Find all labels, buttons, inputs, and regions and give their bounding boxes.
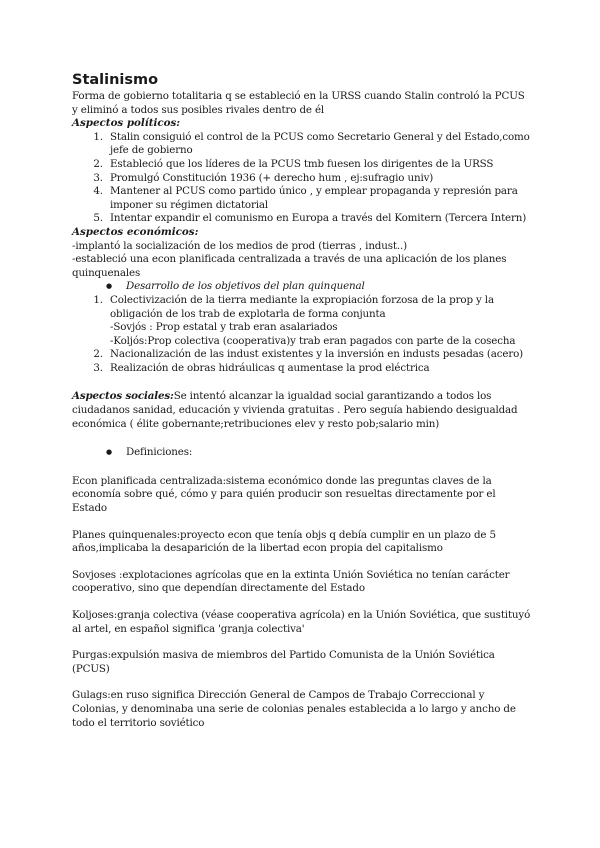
sub-line: -Koljós:Prop colectiva (cooperativa)y trab eran pagados con parte de la cosecha — [110, 334, 516, 347]
economic-heading: Aspectos económicos: — [72, 225, 199, 238]
list-item: 1. Stalin consiguió el control de la PCUS como Secretario General y del Estado,como jefe de gobierno — [106, 131, 532, 158]
definition-paragraph: Purgas:expulsión masiva de miembros del Partido Comunista de la Unión Soviética (PCUS) — [72, 649, 495, 675]
definitions-bullet-list — [72, 446, 532, 460]
intro-paragraph: Forma de gobierno totalitaria q se estableció en la URSS cuando Stalin controló la PCUS y eliminó a todos sus posibles rivales dentro de él — [72, 90, 525, 116]
social-text: Se intentó alcanzar la igualdad social garantizando a todos los ciudadanos sanidad, educación y vivienda gratuitas . Pero seguía habiendo desigualdad económica ( élite gobernante;retribuciones elev y resto pob;salario min) — [72, 390, 518, 430]
economic-line: -estableció una econ planificada centralizada a través de una aplicación de los planes quinquenales — [72, 253, 507, 279]
definition-paragraph: Sovjoses :explotaciones agrícolas que en la extinta Unión Soviética no tenían carácter cooperativo, sino que dependían directamente del Estado — [72, 568, 510, 595]
list-item: 3. Promulgó Constitución 1936 (+ derecho hum , ej:sufragio univ) — [106, 172, 532, 186]
list-item: 5. Intentar expandir el comunismo en Europa a través del Komitern (Tercera Intern) — [106, 212, 532, 226]
list-item-text: Colectivización de la tierra mediante la expropiación forzosa de la prop y la obligación de los trab de explotarla de forma conjunta — [110, 293, 494, 320]
definition-paragraph: Koljoses:granja colectiva (véase cooperativa agrícola) en la Unión Soviética, que sustituyó al artel, en español significa 'granja colectiva' — [72, 609, 531, 635]
definition-paragraph: Planes quinquenales:proyecto econ que tenía objs q debía cumplir en un plazo de 5 años,implicaba la desaparición de la libertad econ propia del capitalismo — [72, 528, 496, 555]
economic-bullet-list — [72, 280, 532, 294]
definition-paragraph: Gulags:en ruso significa Dirección General de Campos de Trabajo Correccional y Colonias, y denominaba una serie de colonias penales establecida a lo largo y ancho de todo el territorio soviético — [72, 689, 516, 729]
economic-line: -implantó la socialización de los medios de prod (tierras , indust..) — [72, 239, 407, 252]
list-item: 2. Nacionalización de las indust existentes y la inversión en industs pesadas (acero) — [106, 348, 532, 362]
list-item: 4. Mantener al PCUS como partido único , y emplear propaganda y represión para imponer su régimen dictatorial — [106, 185, 532, 212]
political-heading: Aspectos políticos: — [72, 117, 181, 130]
social-paragraph — [72, 390, 532, 431]
list-item: 2. Estableció que los líderes de la PCUS tmb fuesen los dirigentes de la URSS — [106, 158, 532, 172]
bullet-item: ● Desarrollo de los objetivos del plan quinquenal — [106, 280, 532, 294]
definition-paragraph: Econ planificada centralizada:sistema económico donde las preguntas claves de la economía sobre qué, cómo y para quién producir son resueltas directamente por el Estado — [72, 474, 496, 515]
list-item: 3. Realización de obras hidráulicas q aumentase la prod eléctrica — [106, 362, 532, 376]
document-body — [72, 72, 532, 730]
page-title: Stalinismo — [72, 72, 159, 88]
political-list — [72, 131, 532, 226]
social-heading: Aspectos sociales: — [72, 390, 174, 403]
list-item — [106, 294, 532, 348]
bullet-item: ● Definiciones: — [106, 446, 532, 460]
sub-line: -Sovjós : Prop estatal y trab eran asalariados — [110, 321, 338, 334]
economic-list — [72, 294, 532, 376]
